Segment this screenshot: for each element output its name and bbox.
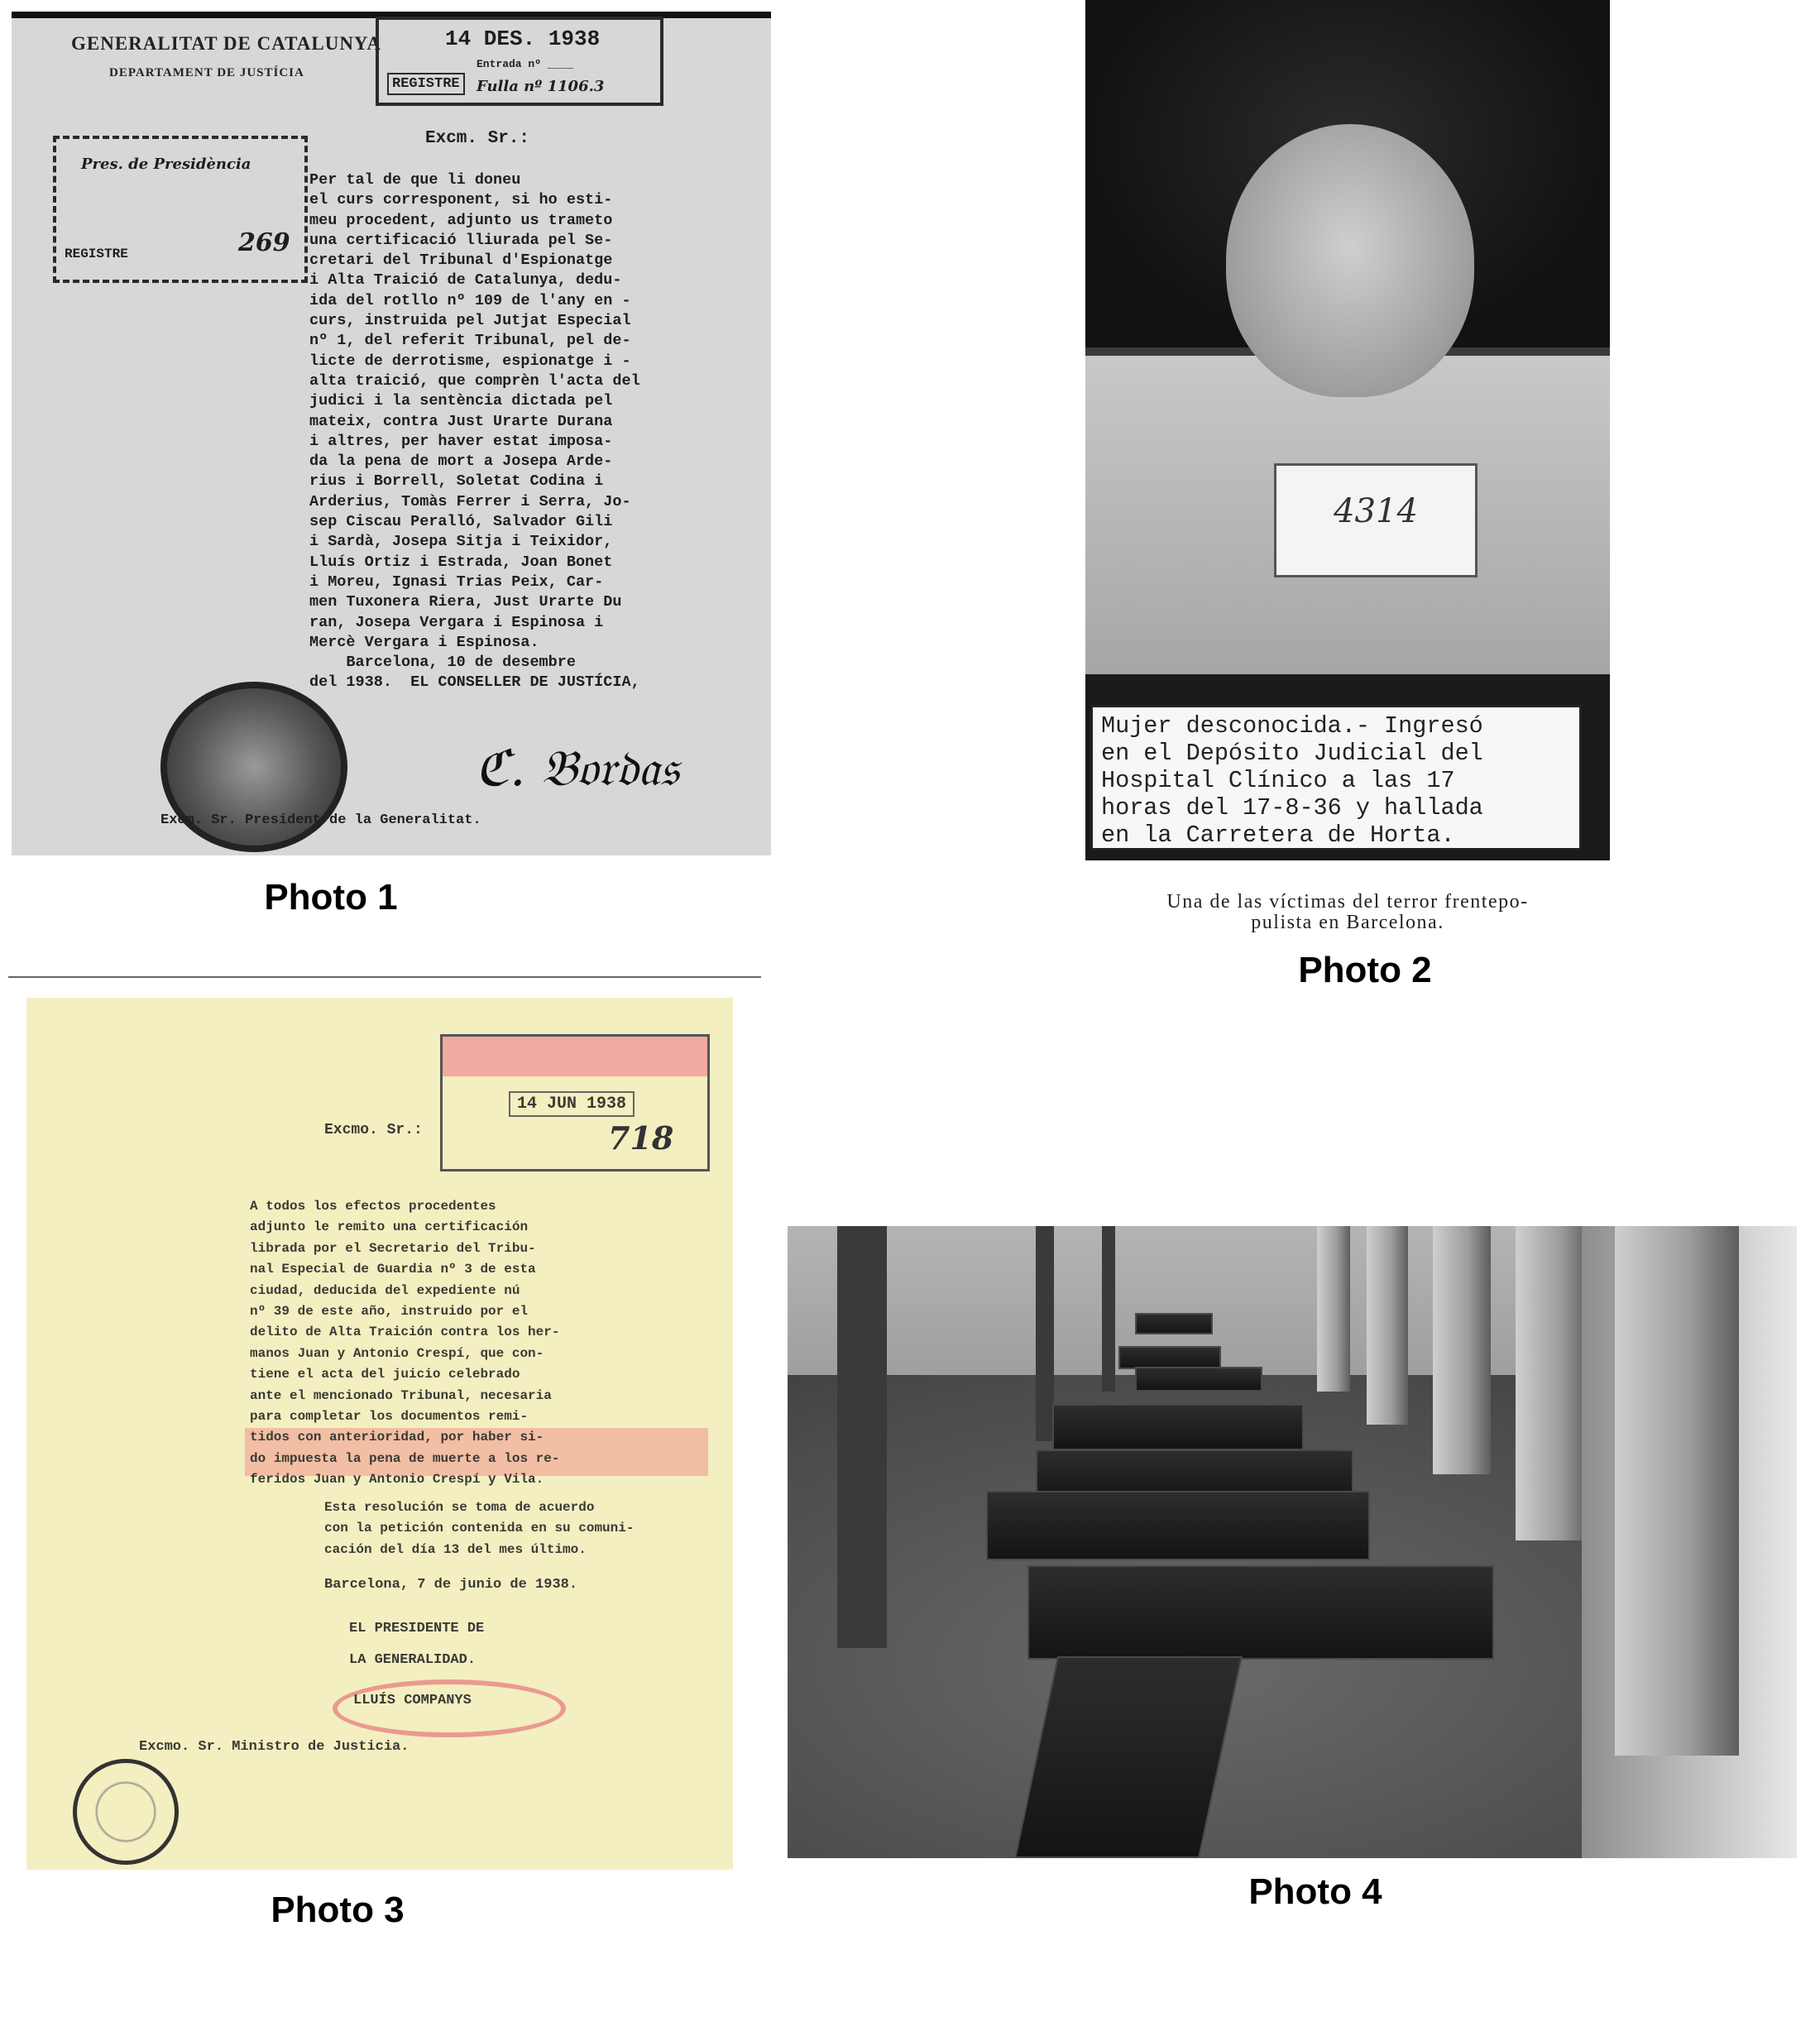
stamp-number: 718	[608, 1119, 674, 1157]
colonnade-pillar	[1317, 1226, 1350, 1392]
caption-photo-2: Photo 2	[1298, 950, 1432, 990]
morgue-label: Mujer desconocida.- Ingresó en el Depósito Judicial del Hospital Clínico a las 17 horas del 17-8-36 y hallada en la Carretera de Horta.	[1090, 705, 1582, 850]
photo-2-printed-caption: Una de las víctimas del terror frentepo- pulista en Barcelona.	[1166, 891, 1529, 933]
colonnade-pillar	[1433, 1226, 1491, 1474]
stamp2-label: REGISTRE	[65, 247, 128, 261]
divider	[8, 976, 761, 978]
stamp-number: Fulla nº 1106.3	[477, 78, 605, 95]
photo-3-document	[26, 998, 733, 1870]
photo-2-mugshot	[1085, 0, 1610, 860]
caption-photo-3: Photo 3	[271, 1890, 405, 1930]
coffin	[1135, 1313, 1213, 1334]
caption-photo-1: Photo 1	[264, 877, 398, 917]
stamp-date: 14 DES. 1938	[445, 26, 601, 51]
photo-4-coffins	[788, 1226, 1797, 1858]
portrait-photo	[1085, 0, 1610, 674]
tree-trunk	[837, 1226, 887, 1648]
letterhead-department: DEPARTAMENT DE JUSTÍCIA	[109, 66, 304, 79]
salutation: Excm. Sr.:	[425, 129, 530, 148]
signature: LLUÍS COMPANYS	[353, 1693, 472, 1708]
letter-body-2: Esta resolución se toma de acuerdo con la petición contenida en su comuni- cación del día 13 del mes último.	[324, 1500, 635, 1557]
salutation: Excmo. Sr.:	[324, 1122, 423, 1138]
letter-body: A todos los efectos procedentes adjunto le remito una certificación librada por el Secretario del Tribu- nal Especial de Guardia nº 3 de esta ciudad, deducida del expediente nú nº 39 de este año, instruido por el delito de Alta Traición contra los her- manos Juan y Antonio Crespí, que con- tiene el acta del juicio celebrado ante el mencionado Tribunal, necesaria para completar los documentos remi- tidos con anterioridad, por haber si- do impuesta la pena de muerte a los re- feridos Juan y Antonio Crespí y Vila.	[250, 1199, 560, 1488]
colonnade-pillar	[1615, 1226, 1739, 1756]
tree-trunk	[1102, 1226, 1115, 1392]
tree-trunk	[1036, 1226, 1054, 1441]
face-area	[1226, 124, 1474, 397]
stamp-date: 14 JUN 1938	[509, 1091, 635, 1117]
coffin	[986, 1491, 1370, 1560]
register-stamp	[440, 1034, 710, 1171]
coffin	[1135, 1367, 1262, 1392]
letterhead: GENERALITAT DE CATALUNYA	[71, 33, 382, 54]
coffin	[1052, 1404, 1304, 1450]
recipient-line: Excmo. Sr. Ministro de Justicia.	[139, 1739, 410, 1755]
number-tag: 4314	[1274, 463, 1478, 577]
coffin	[1027, 1565, 1494, 1660]
register-stamp	[376, 17, 663, 106]
stamp-register-label: REGISTRE	[387, 73, 465, 95]
letter-body: Per tal de que li doneu el curs corresponent, si ho esti- meu procedent, adjunto us trameto una certificació lliurada pel Se- cretari del Tribunal d'Espionatge i Alta Traició de Catalunya, dedu- ida del rotllo nº 109 de l'any en - curs, instruida pel Jutjat Especial nº 1, del referit Tribunal, pel de- licte de derrotisme, espionatge i - alta traició, que comprèn l'acta del judici i la sentència dictada pel mateix, contra Just Urarte Durana i altres, per haver estat imposa- da la pena de mort a Josepa Arde- rius i Borrell, Soletat Codina i Arderius, Tomàs Ferrer i Serra, Jo- sep Ciscau Peralló, Salvador Gili i Sardà, Josepa Sitja i Teixidor, Lluís Ortiz i Estrada, Joan Bonet i Moreu, Ignasi Trias Peix, Car- men Tuxonera Riera, Just Urarte Du ran, Josepa Vergara i Espinosa i Mercè Vergara i Espinosa. Barcelona, 10 de desembre del 1938. EL CONSELLER DE JUSTÍCIA,	[309, 171, 640, 692]
colonnade-pillar	[1367, 1226, 1408, 1425]
signature-highlight-ring	[333, 1679, 566, 1737]
stamp-entry: Entrada nº ____	[477, 58, 574, 70]
signatory-title: EL PRESIDENTE DE LA GENERALIDAD.	[349, 1621, 485, 1668]
presidency-stamp	[53, 136, 308, 283]
stamp-red-band	[443, 1037, 707, 1076]
caption-photo-4: Photo 4	[1248, 1871, 1382, 1912]
letter-date: Barcelona, 7 de junio de 1938.	[324, 1577, 578, 1593]
colonnade-pillar	[1516, 1226, 1590, 1540]
handwritten-signature: ℭ. 𝔅𝔬𝔯𝔡𝔞𝔰	[475, 740, 678, 798]
official-seal	[73, 1759, 179, 1865]
stamp2-title: Pres. de Presidència	[81, 156, 251, 173]
stamp2-number: 269	[238, 228, 290, 257]
photo-1-document	[12, 12, 771, 855]
coffin	[1118, 1346, 1221, 1369]
recipient-line: Excm. Sr. President de la Generalitat.	[160, 812, 481, 828]
